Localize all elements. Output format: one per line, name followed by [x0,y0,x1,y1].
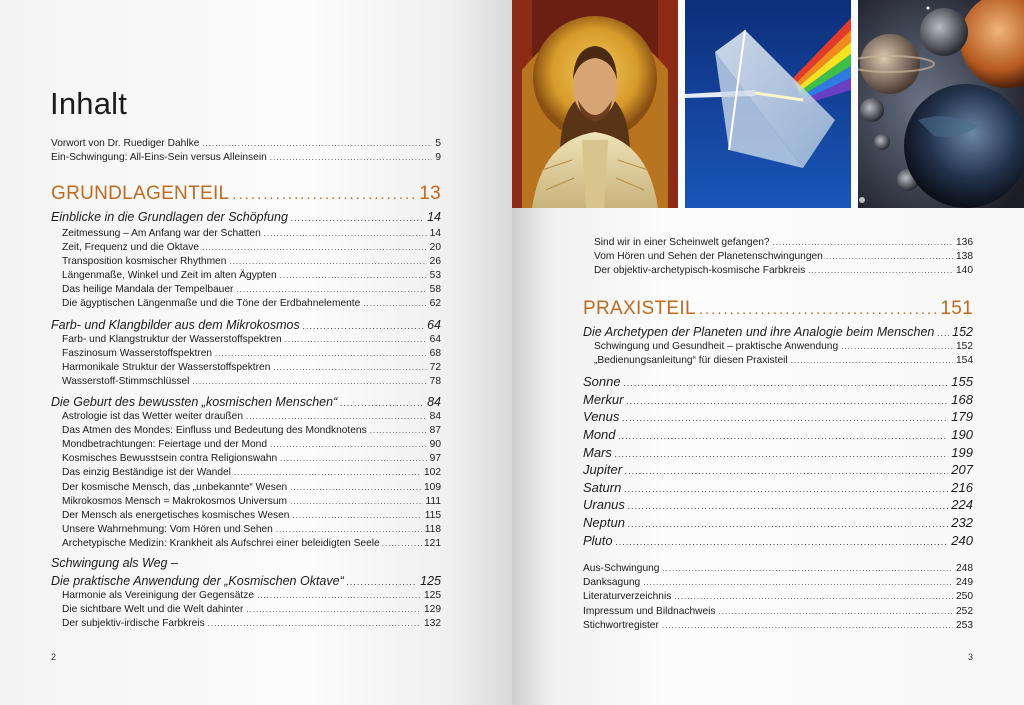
toc-entry[interactable]: Vorwort von Dr. Ruediger Dahlke ..... 5 [51,138,441,152]
planet-entry[interactable]: Mars ..... 199 [583,445,973,463]
appendix-entry[interactable]: Danksagung ..... 249 [583,577,973,591]
appendix-entry[interactable]: Aus-Schwingung ..... 248 [583,563,973,577]
toc-entry[interactable]: Transposition kosmischer Rhythmen ..... 26 [62,256,441,270]
toc-entry[interactable]: Mikrokosmos Mensch = Makrokosmos Universum ..... 111 [62,496,441,510]
toc-entry[interactable]: Unsere Wahrnehmung: Vom Hören und Sehen ..... 118 [62,524,441,538]
section-heading-grundlagenteil[interactable]: GRUNDLAGENTEIL ..... 13 [51,183,441,207]
page-number: 3 [968,652,974,662]
planet-entry[interactable]: Uranus ..... 224 [583,497,973,515]
chapter-title-line: Schwingung als Weg – [51,556,178,570]
toc-entry[interactable]: Schwingung und Gesundheit – praktische Anwendung ..... 152 [594,341,973,355]
toc-entry[interactable]: Harmonie als Vereinigung der Gegensätze ..... 125 [62,590,441,604]
right-page [512,0,1024,705]
toc-entry[interactable]: Astrologie ist das Wetter weiter draußen ..... 84 [62,411,441,425]
toc-entry[interactable]: Sind wir in einer Scheinwelt gefangen? ..... 136 [594,237,973,251]
toc-entry[interactable]: Zeit, Frequenz und die Oktave ..... 20 [62,242,441,256]
toc-entry[interactable]: Zeitmessung – Am Anfang war der Schatten ..... 14 [62,228,441,242]
toc-entry[interactable]: Längenmaße, Winkel und Zeit im alten Ägypten ..... 53 [62,270,441,284]
appendix-entry[interactable]: Stichwortregister ..... 253 [583,620,973,634]
toc-entry[interactable]: Der Mensch als energetisches kosmisches Wesen ..... 115 [62,510,441,524]
toc-entry[interactable]: Vom Hören und Sehen der Planetenschwingungen ..... 138 [594,251,973,265]
toc-entry[interactable]: Das heilige Mandala der Tempelbauer ..... 58 [62,284,441,298]
toc-entry[interactable]: Farb- und Klangstruktur der Wasserstoffspektren ..... 64 [62,334,441,348]
prism-spectrum-image [685,0,851,208]
toc-entry[interactable]: Harmonikale Struktur der Wasserstoffspektren ..... 72 [62,362,441,376]
toc-entry[interactable]: Das Atmen des Mondes: Einfluss und Bedeutung des Mondknotens ..... 87 [62,425,441,439]
chapter-entry[interactable]: Farb- und Klangbilder aus dem Mikrokosmos ..... 64 [51,318,441,335]
appendix-entry[interactable]: Impressum und Bildnachweis ..... 252 [583,606,973,620]
toc-entry[interactable]: Ein-Schwingung: All-Eins-Sein versus Alleinsein ..... 9 [51,152,441,166]
planet-entry[interactable]: Neptun ..... 232 [583,515,973,533]
section-heading-praxisteil[interactable]: PRAXISTEIL ..... 151 [583,298,973,322]
toc-entry[interactable]: Faszinosum Wasserstoffspektren ..... 68 [62,348,441,362]
chapter-entry[interactable]: Die Archetypen der Planeten und ihre Analogie beim Menschen ..... 152 [583,325,973,342]
planet-entry[interactable]: Mond ..... 190 [583,427,973,445]
page-number: 2 [51,652,57,662]
planets-image [858,0,1024,208]
toc-entry[interactable]: Der subjektiv-irdische Farbkreis ..... 132 [62,618,441,632]
toc-entry[interactable]: „Bedienungsanleitung“ für diesen Praxisteil ..... 154 [594,355,973,369]
toc-entry[interactable]: Mondbetrachtungen: Feiertage und der Mond ..... 90 [62,439,441,453]
chapter-entry[interactable]: Die praktische Anwendung der „Kosmischen Oktave“ ..... 125 [51,574,441,591]
christ-portrait-image [512,0,678,208]
toc-entry[interactable]: Archetypische Medizin: Krankheit als Aufschrei einer beleidigten Seele ..... 121 [62,538,441,552]
planet-entry[interactable]: Jupiter ..... 207 [583,462,973,480]
planet-entry[interactable]: Pluto ..... 240 [583,533,973,551]
planet-entry[interactable]: Venus ..... 179 [583,409,973,427]
appendix-entry[interactable]: Literaturverzeichnis ..... 250 [583,591,973,605]
page-title: Inhalt [50,86,128,121]
chapter-entry[interactable]: Einblicke in die Grundlagen der Schöpfung ..... 14 [51,210,441,227]
toc-entry[interactable]: Die sichtbare Welt und die Welt dahinter ..... 129 [62,604,441,618]
planet-entry[interactable]: Saturn ..... 216 [583,480,973,498]
planet-entry[interactable]: Sonne ..... 155 [583,374,973,392]
toc-entry[interactable]: Der objektiv-archetypisch-kosmische Farbkreis ..... 140 [594,265,973,279]
toc-entry[interactable]: Kosmisches Bewusstsein contra Religionswahn ..... 97 [62,453,441,467]
toc-entry[interactable]: Das einzig Beständige ist der Wandel ..... 102 [62,467,441,481]
planet-entry[interactable]: Merkur ..... 168 [583,392,973,410]
toc-entry[interactable]: Wasserstoff-Stimmschlüssel ..... 78 [62,376,441,390]
toc-entry[interactable]: Die ägyptischen Längenmaße und die Töne der Erdbahnelemente ..... 62 [62,298,441,312]
chapter-entry[interactable]: Die Geburt des bewussten „kosmischen Menschen“ ..... 84 [51,395,441,412]
toc-entry[interactable]: Der kosmische Mensch, das „unbekannte“ Wesen ..... 109 [62,482,441,496]
